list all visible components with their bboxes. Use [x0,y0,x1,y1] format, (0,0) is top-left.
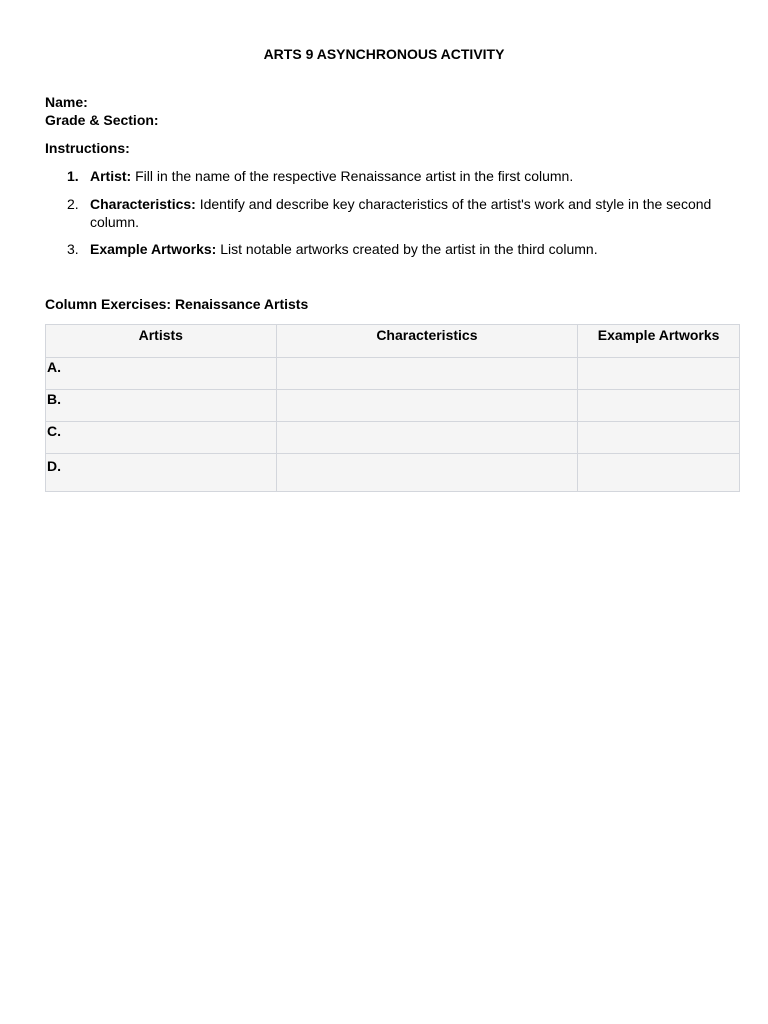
table-row [46,390,740,422]
example-artworks-cell[interactable] [578,390,740,422]
artist-cell[interactable]: D. [46,454,277,492]
instruction-text: List notable artworks created by the artist in the third column. [216,241,598,257]
instruction-term: Example Artworks: [90,241,217,257]
table-header-row [46,325,740,358]
instruction-text: Identify and describe key characteristics of the artist's work and style in the second column. [90,196,712,230]
characteristics-cell[interactable] [276,390,578,422]
instruction-number: 2. [67,196,79,212]
artist-cell[interactable]: A. [46,358,277,390]
instruction-body [90,167,720,185]
instruction-body [90,195,720,231]
instruction-text: Fill in the name of the respective Renaissance artist in the first column. [131,168,574,184]
instructions-heading: Instructions: [45,140,130,156]
instruction-number: 1. [67,168,79,184]
column-header-example-artworks: Example Artworks [578,325,740,358]
document-title: ARTS 9 ASYNCHRONOUS ACTIVITY [263,46,505,62]
column-header-characteristics: Characteristics [276,325,578,358]
example-artworks-cell[interactable] [578,358,740,390]
instruction-number: 3. [67,241,79,257]
renaissance-artists-table [45,324,740,492]
column-header-artists: Artists [46,325,277,358]
example-artworks-cell[interactable] [578,422,740,454]
instruction-body [90,240,720,258]
instruction-term: Artist: [90,168,132,184]
grade-section-field-label: Grade & Section: [45,112,159,128]
table-row [46,454,740,492]
table-heading: Column Exercises: Renaissance Artists [45,296,309,312]
characteristics-cell[interactable] [276,454,578,492]
artist-cell[interactable]: B. [46,390,277,422]
name-field-label: Name: [45,94,88,110]
characteristics-cell[interactable] [276,358,578,390]
instruction-term: Characteristics: [90,196,196,212]
artist-cell[interactable]: C. [46,422,277,454]
example-artworks-cell[interactable] [578,454,740,492]
characteristics-cell[interactable] [276,422,578,454]
table-row [46,422,740,454]
table-row [46,358,740,390]
